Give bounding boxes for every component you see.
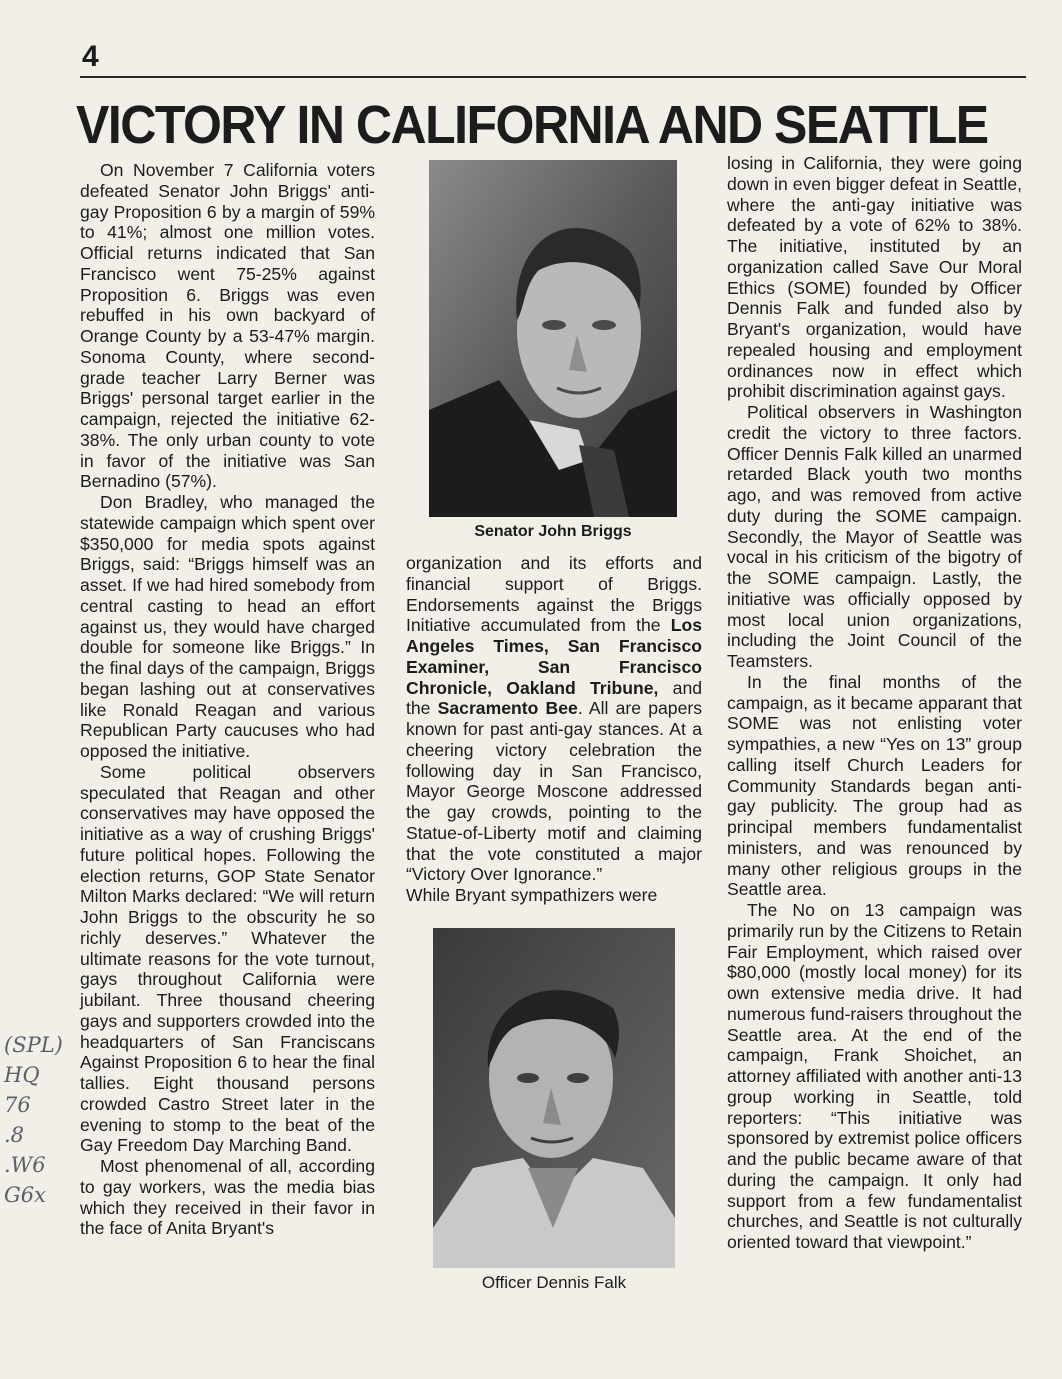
handwritten-line: G6x	[4, 1183, 46, 1207]
newspaper-name: Sacramento Bee	[437, 698, 578, 719]
photo-officer-dennis-falk	[433, 928, 675, 1268]
paragraph: While Bryant sympathizers were	[406, 885, 658, 905]
paragraph-text: . All are papers known for past anti-gay stances. At a cheering victory celebration the following day in San Francisco, Mayor George Moscone addressed the gay crowds, pointing to the Statue-of-Liberty motif and claiming that the vote constituted a major “Victory Over Ignorance.”	[406, 698, 703, 885]
headline: VICTORY IN CALIFORNIA AND SEATTLE	[76, 94, 988, 155]
photo-caption: Senator John Briggs	[474, 523, 632, 540]
photo-senator-john-briggs	[429, 160, 677, 517]
paragraph: On November 7 California voters defeated Senator John Briggs' anti-gay Proposition 6 by a margin of 59% to 41%; almost one million votes. Official returns indicated that San Francisco went 75-25% against Proposition 6. Briggs was even rebuffed in his own backyard of Orange County by a 53-47% margin. Sonoma County, where second-grade teacher Larry Berner was Briggs' personal target earlier in the campaign, rejected the initiative 62-38%. The only urban county to vote in favor of the initiative was San Bernadino (57%).	[80, 160, 375, 492]
header-rule	[80, 76, 1026, 78]
article-column-3	[727, 153, 1022, 1253]
handwritten-line: HQ	[4, 1063, 40, 1087]
paragraph: Most phenomenal of all, according to gay workers, was the media bias which they received in their favor in the face of Anita Bryant's	[80, 1156, 375, 1239]
paragraph: Some political observers speculated that Reagan and other conservatives may have opposed the initiative as a way of crushing Briggs' future political hopes. Following the election returns, GOP State Senator Milton Marks declared: “We will return John Briggs to the obscurity he so richly deserves.” Whatever the ultimate reasons for the vote turnout, gays throughout California were jubilant. Three thousand cheering gays and supporters crowded into the headquarters of San Franciscans Against Proposition 6 to hear the final tallies. Eight thousand persons crowded Castro Street later in the evening to stomp to the beat of the Gay Freedom Day Marching Band.	[80, 761, 375, 1156]
page-number: 4	[82, 40, 99, 73]
handwritten-line: (SPL)	[4, 1033, 63, 1057]
handwritten-line: 76	[4, 1093, 31, 1117]
paragraph-text: organization and its efforts and financial support of Briggs. Endorsements against the Briggs Initiative accumulated from the	[406, 553, 702, 636]
photo-caption: Officer Dennis Falk	[481, 1273, 627, 1292]
paragraph: Don Bradley, who managed the statewide campaign which spent over $350,000 for media spots against Briggs, said: “Briggs himself was an asset. If we had hired somebody from central casting to head an effort against us, they would have charged double for someone like Briggs.” In the final days of the campaign, Briggs began lashing out at conservatives like Ronald Reagan and various Republican Party caucuses who had opposed the initiative.	[80, 492, 375, 761]
article-column-2	[406, 553, 702, 906]
paragraph: In the final months of the campaign, as it became apparant that SOME was not enlisting voter sympathies, a new “Yes on 13” group calling itself Church Leaders for Community Standards began anti-gay publicity. The group had as principal members fundamentalist ministers, and was renounced by many other religious groups in the Seattle area.	[727, 671, 1022, 900]
paragraph	[406, 553, 702, 885]
article-column-1	[80, 160, 375, 1239]
handwritten-line: .W6	[4, 1153, 46, 1177]
paragraph: The No on 13 campaign was primarily run by the Citizens to Retain Fair Employment, which raised over $80,000 (mostly local money) for its own extensive media drive. It had numerous fund-raisers throughout the Seattle area. At the end of the campaign, Frank Shoichet, an attorney affiliated with another anti-13 group working in Seattle, told reporters: “This initiative was sponsored by extremist police officers and the public became aware of that during the campaign. It only had support from a few fundamentalist churches, and Seattle is not culturally oriented toward that viewpoint.”	[727, 900, 1022, 1252]
newspaper-names: Los Angeles Times, San Francisco Examiner, San Francisco Chronicle, Oakland Tribune,	[406, 615, 703, 698]
handwritten-line: .8	[4, 1123, 25, 1147]
paragraph: Political observers in Washington credit the victory to three factors. Officer Dennis Falk killed an unarmed retarded Black youth two months ago, and was removed from active duty during the SOME campaign. Secondly, the Mayor of Seattle was vocal in his criticism of the bigotry of the SOME campaign. Lastly, the initiative was officially opposed by most local union organizations, including the Joint Council of the Teamsters.	[727, 402, 1022, 671]
paragraph: losing in California, they were going down in even bigger defeat in Seattle, where the anti-gay initiative was defeated by a vote of 62% to 38%. The initiative, instituted by an organization called Save Our Moral Ethics (SOME) founded by Officer Dennis Falk and funded also by Bryant's organization, would have repealed housing and employment ordinances now in effect which prohibit discrimination against gays.	[727, 153, 1022, 402]
handwritten-call-number	[4, 1030, 63, 1210]
paragraph-text: and the	[406, 677, 703, 719]
